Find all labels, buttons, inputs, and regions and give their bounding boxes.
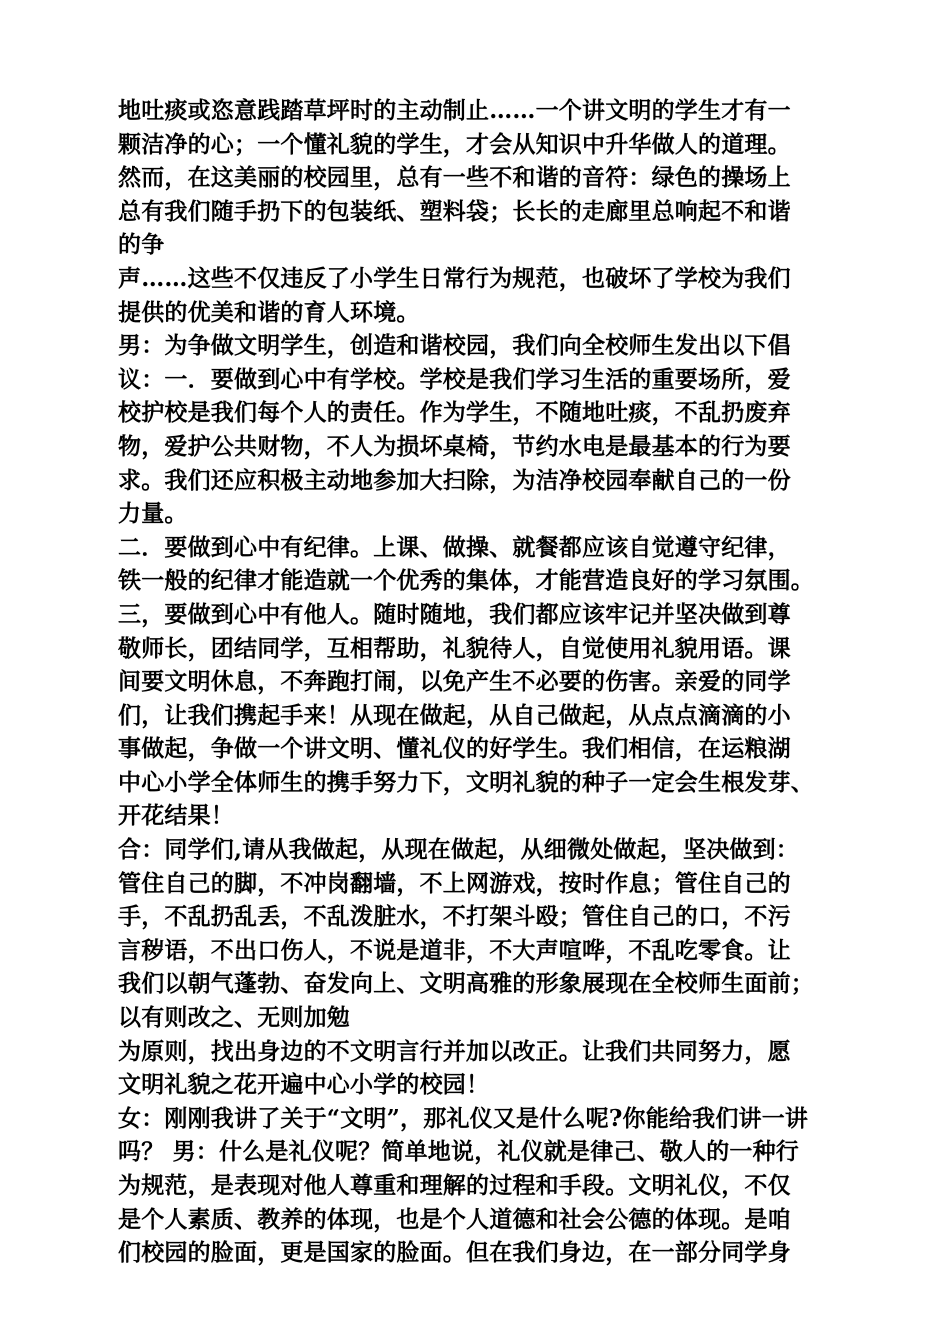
text-line: 文明礼貌之花开遍中心小学的校园！ bbox=[118, 1071, 490, 1099]
text-line: 铁一般的纪律才能造就一个优秀的集体，才能营造良好的学习氛围。 bbox=[118, 567, 814, 595]
text-line: 敬师长，团结同学，互相帮助，礼貌待人，自觉使用礼貌用语。课 bbox=[118, 634, 791, 662]
text-line: 为规范，是表现对他人尊重和理解的过程和手段。文明礼仪，不仅 bbox=[118, 1172, 791, 1199]
text-line: 手，不乱扔乱丢，不乱泼脏水，不打架斗殴；管住自己的口，不污 bbox=[118, 903, 791, 931]
document-page bbox=[118, 94, 830, 1270]
text-line: 议：一．要做到心中有学校。学校是我们学习生活的重要场所，爱 bbox=[118, 365, 791, 393]
text-line: 间要文明休息，不奔跑打闹，以免产生不必要的伤害。亲爱的同学 bbox=[118, 668, 791, 696]
text-line: 物，爱护公共财物，不人为损坏桌椅，节约水电是最基本的行为要 bbox=[118, 432, 791, 460]
text-line: 中心小学全体师生的携手努力下，文明礼貌的种子一定会生根发芽、 bbox=[118, 768, 814, 796]
text-line: 求。我们还应积极主动地参加大扫除，为洁净校园奉献自己的一份 bbox=[118, 466, 791, 494]
text-line: 以有则改之、无则加勉 bbox=[118, 1004, 350, 1032]
text-line: 言秽语，不出口伤人，不说是道非，不大声喧哗，不乱吃零食。让 bbox=[118, 936, 791, 964]
text-line: 地吐痰或恣意践踏草坪时的主动制止……一个讲文明的学生才有一 bbox=[118, 97, 791, 124]
text-line: 管住自己的脚，不冲岗翻墙，不上网游戏，按时作息；管住自己的 bbox=[118, 869, 791, 897]
text-line: 我们以朝气蓬勃、奋发向上、文明高雅的形象展现在全校师生面前； bbox=[118, 970, 814, 998]
text-line: 力量。 bbox=[118, 500, 188, 528]
text-line: 事做起，争做一个讲文明、懂礼仪的好学生。我们相信，在运粮湖 bbox=[118, 735, 791, 763]
text-line: 声……这些不仅违反了小学生日常行为规范，也破坏了学校为我们 bbox=[118, 264, 791, 292]
text-line: 颗洁净的心；一个懂礼貌的学生，才会从知识中升华做人的道理。 bbox=[118, 130, 791, 158]
text-line: 的争 bbox=[118, 231, 165, 259]
text-line: 们校园的脸面，更是国家的脸面。但在我们身边，在一部分同学身 bbox=[118, 1239, 791, 1267]
text-line: 然而，在这美丽的校园里，总有一些不和谐的音符：绿色的操场上 bbox=[118, 164, 791, 192]
text-line: 校护校是我们每个人的责任。作为学生，不随地吐痰，不乱扔废弃 bbox=[118, 399, 791, 427]
text-line: 们，让我们携起手来！从现在做起，从自己做起，从点点滴滴的小 bbox=[118, 701, 791, 729]
text-line: 合：同学们,请从我做起，从现在做起，从细微处做起，坚决做到： bbox=[118, 836, 800, 864]
text-line: 男：为争做文明学生，创造和谐校园，我们向全校师生发出以下倡 bbox=[118, 332, 791, 360]
text-line: 是个人素质、教养的体现，也是个人道德和社会公德的体现。是咱 bbox=[118, 1205, 791, 1233]
text-line: 三，要做到心中有他人。随时随地，我们都应该牢记并坚决做到尊 bbox=[118, 600, 791, 628]
text-line: 开花结果！ bbox=[118, 802, 234, 830]
text-line: 总有我们随手扔下的包装纸、塑料袋；长长的走廊里总响起不和谐 bbox=[118, 197, 791, 225]
text-line: 吗？ 男：什么是礼仪呢？简单地说，礼仪就是律己、敬人的一种行 bbox=[118, 1138, 800, 1166]
text-line: 女：刚刚我讲了关于“文明”，那礼仪又是什么呢?你能给我们讲一讲 bbox=[118, 1104, 809, 1132]
text-line: 提供的优美和谐的育人环境。 bbox=[118, 298, 420, 326]
text-line: 二．要做到心中有纪律。上课、做操、就餐都应该自觉遵守纪律， bbox=[118, 533, 791, 561]
text-line: 为原则，找出身边的不文明言行并加以改正。让我们共同努力，愿 bbox=[118, 1037, 791, 1065]
